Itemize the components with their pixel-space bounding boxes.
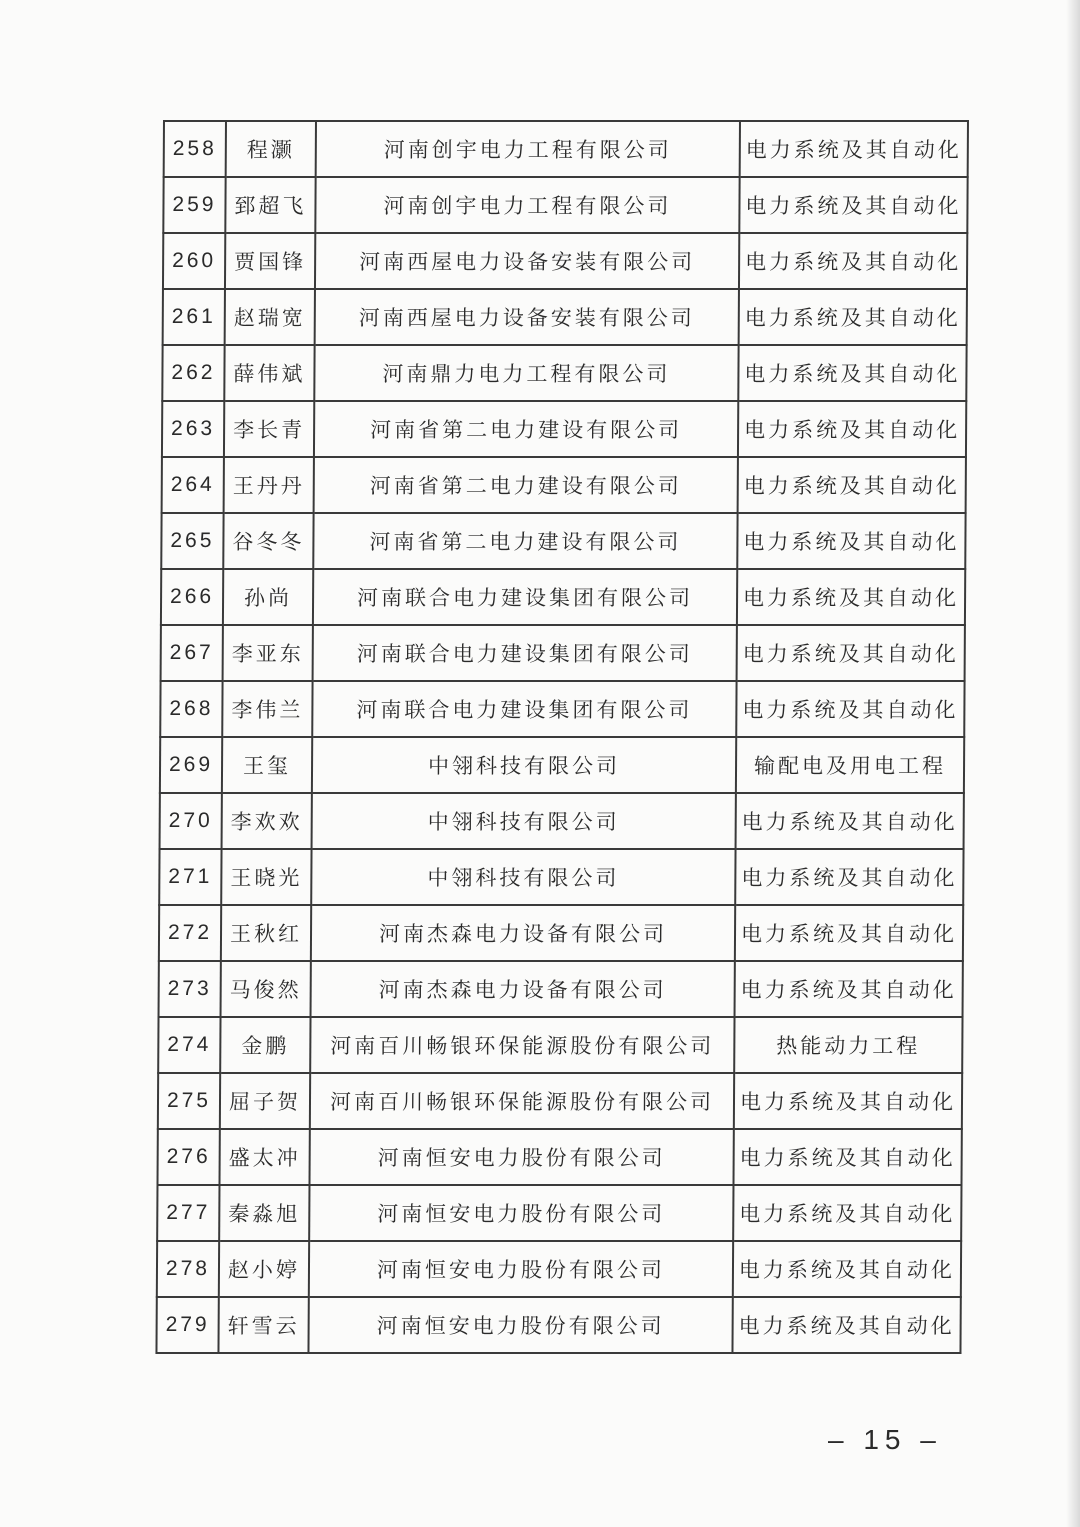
page-number: – 15 –	[828, 1424, 942, 1455]
major-cell: 热能动力工程	[734, 1017, 962, 1073]
major-cell: 电力系统及其自动化	[733, 1185, 961, 1241]
company-cell: 河南联合电力建设集团有限公司	[313, 625, 737, 681]
company-cell: 河南杰森电力设备有限公司	[311, 961, 735, 1017]
major-cell: 电力系统及其自动化	[738, 401, 966, 457]
person-name-cell: 郅超飞	[225, 177, 315, 233]
table-row	[161, 569, 965, 625]
table-row	[160, 681, 964, 737]
major-cell: 电力系统及其自动化	[739, 289, 967, 345]
table-row	[160, 737, 964, 793]
table-row	[157, 1241, 961, 1297]
row-number-cell: 278	[157, 1241, 219, 1297]
table-row	[159, 961, 963, 1017]
person-name-cell: 赵瑞宽	[225, 289, 315, 345]
company-cell: 河南省第二电力建设有限公司	[313, 513, 737, 569]
major-cell: 电力系统及其自动化	[733, 1241, 961, 1297]
person-name-cell: 李欢欢	[222, 793, 312, 849]
row-number-cell: 263	[162, 401, 224, 457]
row-number-cell: 273	[159, 961, 221, 1017]
row-number-cell: 279	[156, 1297, 218, 1353]
company-cell: 河南杰森电力设备有限公司	[311, 905, 735, 961]
row-number-cell: 274	[158, 1017, 220, 1073]
person-name-cell: 赵小婷	[219, 1241, 309, 1297]
company-cell: 河南百川畅银环保能源股份有限公司	[310, 1017, 734, 1073]
table-row	[163, 177, 967, 233]
page-edge-shadow	[1066, 0, 1080, 1527]
major-cell: 电力系统及其自动化	[739, 177, 967, 233]
major-cell: 电力系统及其自动化	[740, 121, 968, 177]
company-cell: 河南恒安电力股份有限公司	[309, 1129, 733, 1185]
row-number-cell: 258	[164, 121, 226, 177]
table-row	[160, 793, 964, 849]
company-cell: 中翎科技有限公司	[312, 737, 736, 793]
major-cell: 电力系统及其自动化	[735, 905, 963, 961]
company-cell: 河南恒安电力股份有限公司	[308, 1297, 732, 1353]
major-cell: 电力系统及其自动化	[732, 1297, 960, 1353]
table-row	[159, 849, 963, 905]
major-cell: 电力系统及其自动化	[733, 1129, 961, 1185]
company-cell: 河南联合电力建设集团有限公司	[313, 569, 737, 625]
person-name-cell: 盛太冲	[219, 1129, 309, 1185]
person-name-cell: 王秋红	[221, 905, 311, 961]
major-cell: 电力系统及其自动化	[735, 849, 963, 905]
person-name-cell: 谷冬冬	[223, 513, 313, 569]
row-number-cell: 270	[160, 793, 222, 849]
major-cell: 电力系统及其自动化	[739, 233, 967, 289]
company-cell: 河南西屋电力设备安装有限公司	[315, 289, 739, 345]
table-row	[161, 625, 965, 681]
major-cell: 电力系统及其自动化	[735, 961, 963, 1017]
row-number-cell: 264	[162, 457, 224, 513]
table-row	[159, 905, 963, 961]
person-name-cell: 李长青	[224, 401, 314, 457]
person-name-cell: 秦淼旭	[219, 1185, 309, 1241]
row-number-cell: 266	[161, 569, 223, 625]
table-row	[162, 457, 966, 513]
row-number-cell: 268	[160, 681, 222, 737]
table-row	[156, 1297, 960, 1353]
major-cell: 电力系统及其自动化	[737, 569, 965, 625]
major-cell: 电力系统及其自动化	[737, 513, 965, 569]
row-number-cell: 259	[163, 177, 225, 233]
company-cell: 中翎科技有限公司	[311, 849, 735, 905]
person-name-cell: 程灏	[226, 121, 316, 177]
company-cell: 河南创宇电力工程有限公司	[315, 177, 739, 233]
row-number-cell: 262	[162, 345, 224, 401]
company-cell: 河南联合电力建设集团有限公司	[312, 681, 736, 737]
table-row	[157, 1185, 961, 1241]
person-name-cell: 王丹丹	[224, 457, 314, 513]
table-row	[163, 289, 967, 345]
person-name-cell: 李亚东	[223, 625, 313, 681]
row-number-cell: 269	[160, 737, 222, 793]
table-row	[164, 121, 968, 177]
company-cell: 河南鼎力电力工程有限公司	[314, 345, 738, 401]
row-number-cell: 277	[157, 1185, 219, 1241]
company-cell: 河南西屋电力设备安装有限公司	[315, 233, 739, 289]
person-name-cell: 王晓光	[221, 849, 311, 905]
table-row	[158, 1017, 962, 1073]
company-cell: 河南省第二电力建设有限公司	[314, 401, 738, 457]
person-name-cell: 轩雪云	[218, 1297, 308, 1353]
row-number-cell: 260	[163, 233, 225, 289]
company-cell: 河南恒安电力股份有限公司	[309, 1241, 733, 1297]
company-cell: 河南创宇电力工程有限公司	[316, 121, 740, 177]
table-row	[158, 1073, 962, 1129]
major-cell: 电力系统及其自动化	[736, 793, 964, 849]
major-cell: 电力系统及其自动化	[734, 1073, 962, 1129]
major-cell: 电力系统及其自动化	[738, 457, 966, 513]
table-row	[157, 1129, 961, 1185]
person-name-cell: 马俊然	[221, 961, 311, 1017]
person-name-cell: 孙尚	[223, 569, 313, 625]
table-row	[163, 233, 967, 289]
major-cell: 输配电及用电工程	[736, 737, 964, 793]
company-cell: 河南恒安电力股份有限公司	[309, 1185, 733, 1241]
row-number-cell: 265	[161, 513, 223, 569]
row-number-cell: 275	[158, 1073, 220, 1129]
company-cell: 河南百川畅银环保能源股份有限公司	[310, 1073, 734, 1129]
person-name-cell: 薛伟斌	[224, 345, 314, 401]
personnel-table-body	[156, 121, 968, 1353]
table-row	[162, 345, 966, 401]
row-number-cell: 272	[159, 905, 221, 961]
row-number-cell: 276	[157, 1129, 219, 1185]
person-name-cell: 李伟兰	[222, 681, 312, 737]
row-number-cell: 261	[163, 289, 225, 345]
row-number-cell: 271	[159, 849, 221, 905]
person-name-cell: 金鹏	[220, 1017, 310, 1073]
personnel-table	[155, 120, 969, 1354]
row-number-cell: 267	[161, 625, 223, 681]
company-cell: 河南省第二电力建设有限公司	[314, 457, 738, 513]
person-name-cell: 屈子贺	[220, 1073, 310, 1129]
major-cell: 电力系统及其自动化	[736, 681, 964, 737]
company-cell: 中翎科技有限公司	[312, 793, 736, 849]
table-row	[162, 401, 966, 457]
major-cell: 电力系统及其自动化	[738, 345, 966, 401]
person-name-cell: 王玺	[222, 737, 312, 793]
table-row	[161, 513, 965, 569]
person-name-cell: 贾国锋	[225, 233, 315, 289]
major-cell: 电力系统及其自动化	[737, 625, 965, 681]
